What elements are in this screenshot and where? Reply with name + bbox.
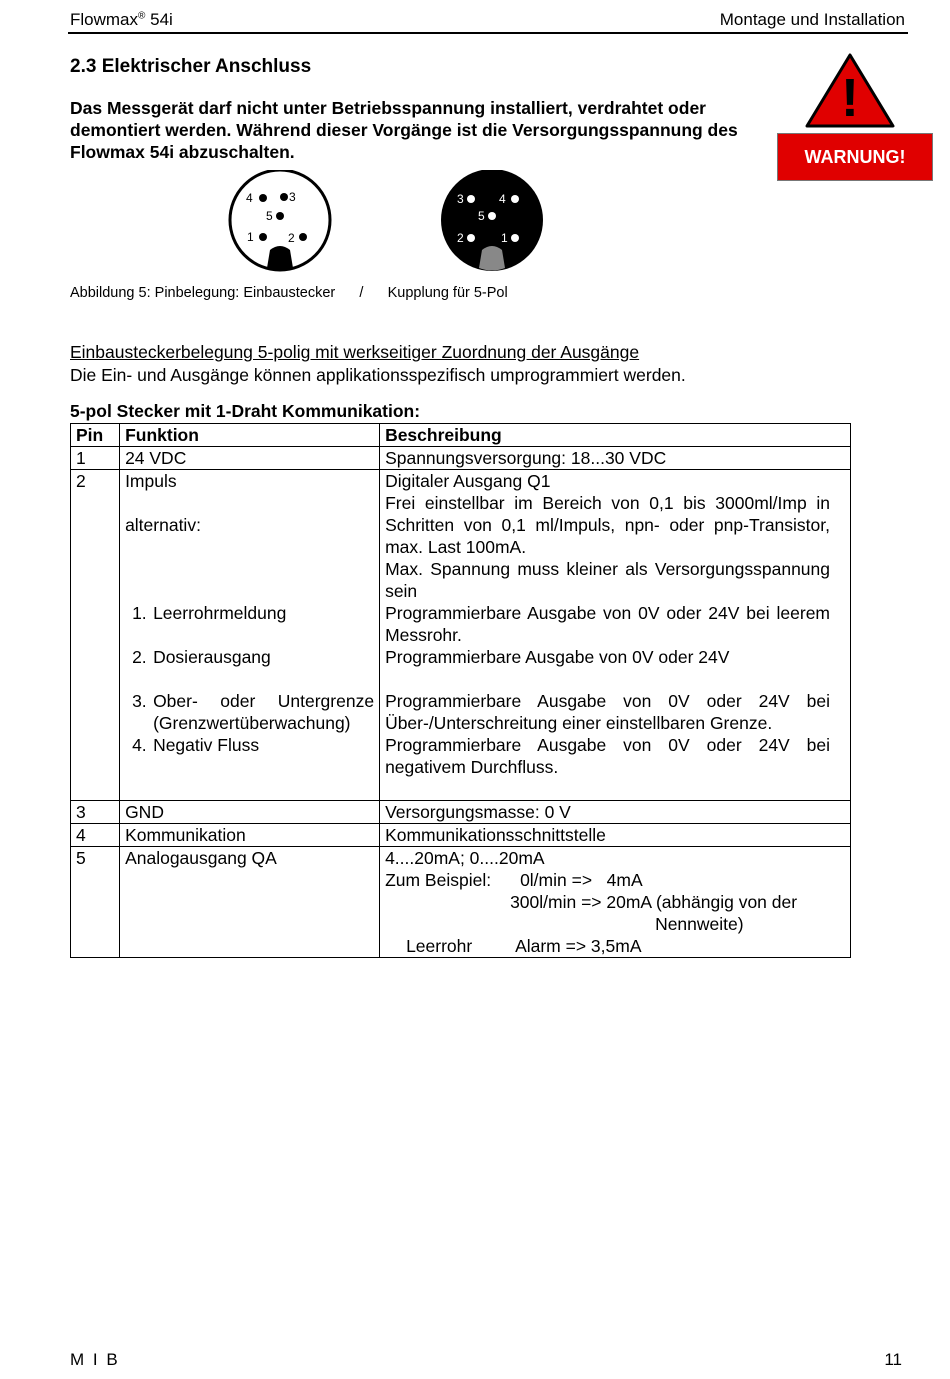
leerrohr-label: Leerrohr xyxy=(406,936,473,956)
analog-range: 4....20mA; 0....20mA xyxy=(385,848,545,868)
cell-funktion: Kommunikation xyxy=(120,824,380,847)
list-text: Dosierausgang xyxy=(153,647,271,667)
figure-caption xyxy=(70,285,508,301)
caption-separator: / xyxy=(359,285,364,301)
header-product-name: Flowmax xyxy=(70,10,139,29)
cell-funktion: Analogausgang QA xyxy=(120,847,380,958)
pin-label: 2 xyxy=(288,231,295,245)
cell-pin: 2 xyxy=(71,470,120,801)
table-row xyxy=(71,824,851,847)
example-label: Zum Beispiel: xyxy=(385,870,492,890)
cell-pin: 4 xyxy=(71,824,120,847)
connector-socket-diagram xyxy=(438,170,548,274)
cell-pin: 5 xyxy=(71,847,120,958)
list-text: Ober- oder Untergrenze (Grenzwertüberwachung) xyxy=(153,691,375,733)
header-model: 54i xyxy=(150,10,173,29)
table-header-row xyxy=(71,424,851,447)
example-1: 0l/min => 4mA xyxy=(520,870,643,890)
header-chapter: Montage und Installation xyxy=(719,10,905,29)
list-item xyxy=(125,734,374,756)
leerrohr-row xyxy=(385,935,845,957)
pin-label: 3 xyxy=(289,190,296,204)
desc-2: Programmierbare Ausgabe von 0V oder 24V xyxy=(385,647,730,667)
example-row xyxy=(385,869,845,891)
cell-funktion: 24 VDC xyxy=(120,447,380,470)
table-row xyxy=(71,470,851,801)
list-number: 2. xyxy=(132,647,147,667)
cell-beschreibung xyxy=(380,470,851,801)
pin-table xyxy=(70,423,851,958)
registered-mark: ® xyxy=(138,10,146,22)
funktion-alt: alternativ: xyxy=(125,515,201,535)
subsection-text: Die Ein- und Ausgänge können applikationsspezifisch umprogrammiert werden. xyxy=(70,365,686,385)
desc-impuls: Frei einstellbar im Bereich von 0,1 bis 3000ml/Imp in Schritten von 0,1 ml/Impuls, npn- oder pnp-Transistor, max. Last 100mA. xyxy=(385,493,830,557)
caption-part-2: Kupplung für 5-Pol xyxy=(387,285,508,301)
table-row xyxy=(71,801,851,824)
example-2: 300l/min => 20mA (abhängig von der xyxy=(510,892,798,912)
cell-funktion xyxy=(120,470,380,801)
list-number: 4. xyxy=(132,735,147,755)
list-item xyxy=(125,690,374,734)
cell-beschreibung: Spannungsversorgung: 18...30 VDC xyxy=(380,447,851,470)
cell-beschreibung: Versorgungsmasse: 0 V xyxy=(380,801,851,824)
warning-triangle-icon xyxy=(804,52,896,130)
header-divider xyxy=(68,32,908,34)
example-3: Nennweite) xyxy=(655,914,744,934)
desc-1: Programmierbare Ausgabe von 0V oder 24V bei leerem Messrohr. xyxy=(385,603,830,645)
list-text: Leerrohrmeldung xyxy=(153,603,287,623)
cell-pin: 1 xyxy=(71,447,120,470)
pin-label: 2 xyxy=(457,231,464,245)
warning-label: WARNUNG! xyxy=(777,133,933,181)
cell-beschreibung: Kommunikationsschnittstelle xyxy=(380,824,851,847)
list-text: Negativ Fluss xyxy=(153,735,260,755)
cell-funktion: GND xyxy=(120,801,380,824)
header-pin: Pin xyxy=(71,424,120,447)
connector-plug-diagram xyxy=(226,170,336,274)
cell-beschreibung xyxy=(380,847,851,958)
leerrohr-value: Alarm => 3,5mA xyxy=(515,936,642,956)
pin-label: 5 xyxy=(266,209,273,223)
header-beschreibung: Beschreibung xyxy=(380,424,851,447)
desc-max: Max. Spannung muss kleiner als Versorgungsspannung sein xyxy=(385,559,830,601)
section-title: 2.3 Elektrischer Anschluss xyxy=(70,56,312,77)
pin-label: 3 xyxy=(457,192,464,206)
header-product xyxy=(70,10,173,30)
pin-label: 1 xyxy=(247,230,254,244)
page-number: 11 xyxy=(884,1350,902,1369)
list-number: 1. xyxy=(132,603,147,623)
caption-part-1: Abbildung 5: Pinbelegung: Einbaustecker xyxy=(70,285,336,301)
list-item xyxy=(125,602,374,624)
desc-3: Programmierbare Ausgabe von 0V oder 24V bei Über-/Unterschreitung einer einstellbaren Grenze. xyxy=(385,691,830,733)
warning-exclamation-icon: ! xyxy=(841,68,859,128)
pin-label: 1 xyxy=(501,231,508,245)
pin-label: 4 xyxy=(499,192,506,206)
warning-paragraph: Das Messgerät darf nicht unter Betriebsspannung installiert, verdrahtet oder demontiert werden. Während dieser Vorgänge ist die Versorgungsspannung des Flowmax 54i abzuschalten. xyxy=(70,98,738,162)
footer-company: M I B xyxy=(70,1350,120,1369)
pin-label: 5 xyxy=(478,209,485,223)
list-number: 3. xyxy=(132,691,147,711)
funktion-main: Impuls xyxy=(125,471,177,491)
cell-pin: 3 xyxy=(71,801,120,824)
list-item xyxy=(125,646,374,668)
desc-title: Digitaler Ausgang Q1 xyxy=(385,471,551,491)
table-row xyxy=(71,447,851,470)
subsection-title: Einbausteckerbelegung 5-polig mit werkseitiger Zuordnung der Ausgänge xyxy=(70,342,640,362)
desc-4: Programmierbare Ausgabe von 0V oder 24V bei negativem Durchfluss. xyxy=(385,735,830,777)
table-row xyxy=(71,847,851,958)
pin-label: 4 xyxy=(246,191,253,205)
header-funktion: Funktion xyxy=(120,424,380,447)
table-title: 5-pol Stecker mit 1-Draht Kommunikation: xyxy=(70,401,421,421)
